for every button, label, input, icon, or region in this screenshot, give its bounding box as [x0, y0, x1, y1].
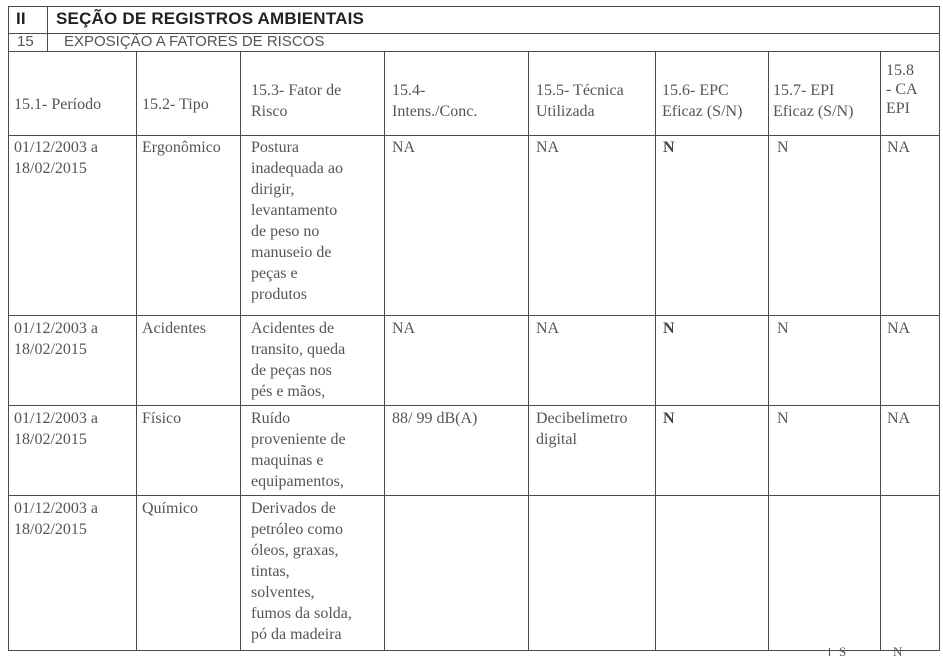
- rule: [8, 405, 940, 406]
- rule: [8, 315, 940, 316]
- rule: [384, 51, 385, 650]
- rule: [768, 51, 769, 650]
- cell-tipo: Químico: [142, 500, 198, 517]
- cell-tecnica: NA: [536, 320, 560, 337]
- rule: [655, 51, 656, 650]
- cell-epc: N: [663, 410, 675, 427]
- cell-periodo: 01/12/2003 a 18/02/2015: [14, 320, 98, 358]
- rule: [880, 51, 881, 650]
- cell-ca: NA: [887, 139, 911, 156]
- rule: [240, 51, 241, 650]
- rule: [47, 33, 48, 51]
- column-header-periodo: 15.1- Período: [14, 96, 102, 113]
- rule: [528, 51, 529, 650]
- column-header-intensidade: 15.4- Intens./Conc.: [392, 82, 478, 120]
- rule: [8, 495, 940, 496]
- rule: [829, 648, 830, 656]
- cell-periodo: 01/12/2003 a 18/02/2015: [14, 139, 98, 177]
- cell-epc: N: [663, 139, 675, 156]
- cell-tecnica: Decibelimetro digital: [536, 410, 628, 448]
- cell-fator: Postura inadequada ao dirigir, levantamento de peso no manuseio de peças e produtos: [251, 139, 343, 303]
- cell-periodo: 01/12/2003 a 18/02/2015: [14, 500, 98, 538]
- cell-epc: N: [663, 320, 675, 337]
- cell-tecnica: NA: [536, 139, 560, 156]
- cell-intensidade: NA: [392, 139, 416, 156]
- column-header-ca: 15.8 - CA EPI: [886, 62, 918, 117]
- cell-ca: NA: [887, 320, 911, 337]
- rule: [8, 6, 9, 650]
- rule: [8, 6, 940, 7]
- cell-tipo: Ergonômico: [142, 139, 221, 156]
- cell-fator: Derivados de petróleo como óleos, graxas, tintas, solventes, fumos da solda, pó da madeira: [251, 500, 352, 643]
- rule: [8, 135, 940, 136]
- subsection-number: 15: [17, 33, 34, 50]
- rule: [939, 6, 940, 650]
- rule: [8, 650, 940, 651]
- cell-tipo: Acidentes: [142, 320, 206, 337]
- cell-fator: Acidentes de transito, queda de peças nos pés e mãos,: [251, 320, 346, 400]
- rule: [47, 6, 48, 33]
- column-header-tecnica: 15.5- Técnica Utilizada: [536, 82, 624, 120]
- section-title: SEÇÃO DE REGISTROS AMBIENTAIS: [56, 9, 365, 28]
- cell-epi: N: [777, 410, 789, 427]
- column-header-epi: 15.7- EPI Eficaz (S/N): [773, 82, 854, 120]
- cell-periodo: 01/12/2003 a 18/02/2015: [14, 410, 98, 448]
- cell-intensidade: NA: [392, 320, 416, 337]
- cell-intensidade: 88/ 99 dB(A): [392, 410, 478, 427]
- rule: [136, 51, 137, 650]
- cell-fator: Ruído proveniente de maquinas e equipamentos,: [251, 410, 346, 490]
- cell-epi: N: [777, 139, 789, 156]
- section-numeral: II: [16, 9, 26, 28]
- column-header-fator: 15.3- Fator de Risco: [251, 82, 342, 120]
- cell-epi: N: [777, 320, 789, 337]
- subsection-title: EXPOSIÇÃO A FATORES DE RISCOS: [64, 33, 325, 50]
- cell-tipo: Físico: [142, 410, 182, 427]
- column-header-tipo: 15.2- Tipo: [142, 96, 209, 113]
- footer-fragment-s: S: [839, 644, 847, 659]
- cell-ca: NA: [887, 410, 911, 427]
- footer-fragment-n: N: [893, 644, 903, 659]
- column-header-epc: 15.6- EPC Eficaz (S/N): [662, 82, 743, 120]
